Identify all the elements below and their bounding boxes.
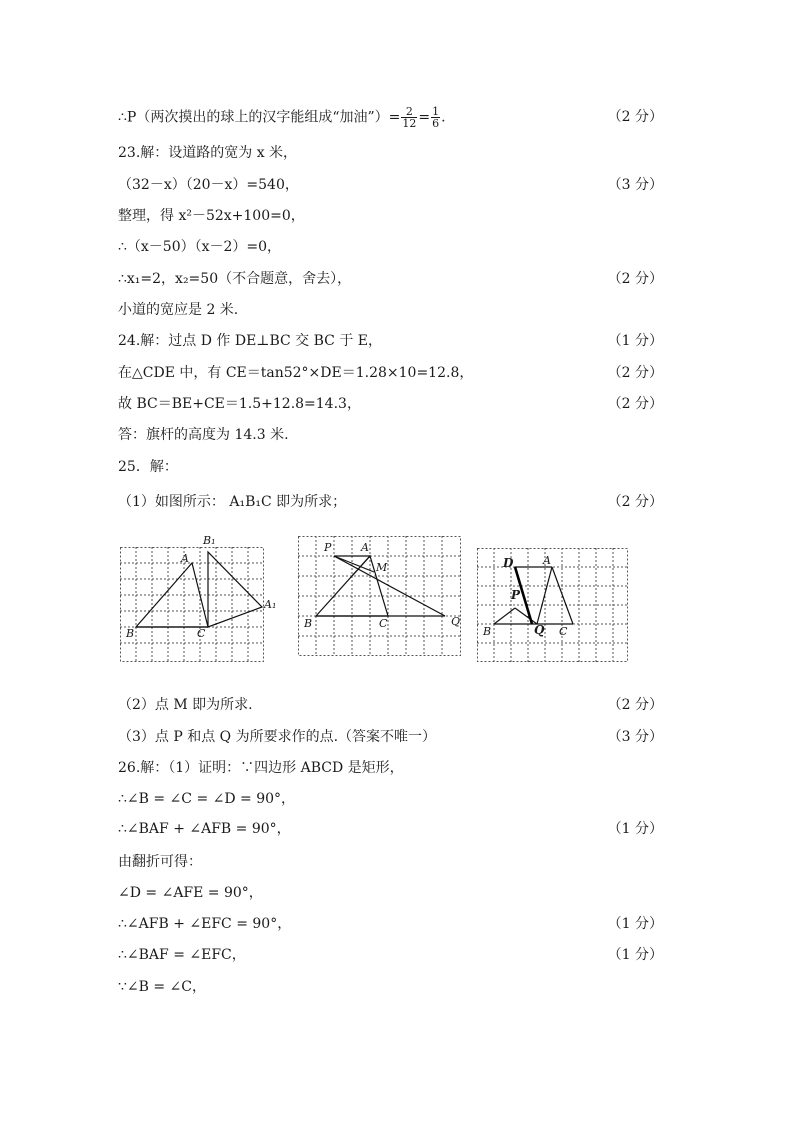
solution-line: （3）点 P 和点 Q 为所要求作的点.（答案不唯一） （3 分） — [118, 726, 663, 748]
solution-line: ∴∠BAF = ∠EFC， （1 分） — [118, 944, 663, 966]
solution-line: 24.解：过点 D 作 DE⊥BC 交 BC 于 E， （1 分） — [118, 330, 663, 352]
score-label: （2 分） — [607, 494, 663, 510]
solution-line: 小道的宽应是 2 米. — [118, 302, 239, 318]
fig1-label-A1: A₁ — [264, 598, 277, 611]
solution-line: （2）点 M 即为所求. （2 分） — [118, 694, 663, 716]
solution-line: ∵∠B = ∠C， — [118, 979, 206, 995]
score-label: （2 分） — [607, 365, 663, 381]
score-label: （2 分） — [607, 396, 663, 412]
fig2-label-A: A — [361, 541, 369, 554]
score-label: （1 分） — [607, 821, 663, 837]
fraction-1-6: $\frac{1}{6}$ — [432, 105, 440, 130]
grid-figure-3 — [477, 548, 629, 664]
fig3-label-B: B — [483, 625, 492, 638]
fig3-label-C: C — [559, 625, 568, 638]
solution-line: 由翻折可得： — [118, 854, 202, 870]
score-label: （2 分） — [607, 697, 663, 713]
score-label: （2 分） — [607, 271, 663, 287]
solution-line: 在△CDE 中，有 CE＝tan52°×DE＝1.28×10=12.8， （2 分） — [118, 362, 663, 384]
score-label: （1 分） — [607, 333, 663, 349]
solution-line: 25．解： — [118, 459, 178, 475]
score-label: （3 分） — [607, 729, 663, 745]
solution-line: ∴∠B = ∠C = ∠D = 90°， — [118, 791, 296, 807]
score-label: （3 分） — [607, 177, 663, 193]
solution-line: ∴（x－50）（x－2）=0， — [118, 239, 282, 255]
grid-figure-1 — [120, 547, 266, 665]
fig3-label-P: P — [511, 588, 521, 602]
solution-line: ∴x₁=2，x₂=50（不合题意，舍去）， （2 分） — [118, 268, 663, 290]
fig2-label-C: C — [379, 617, 388, 630]
solution-line: 26.解：（1）证明：∵四边形 ABCD 是矩形， — [118, 760, 404, 776]
fig2-label-P: P — [324, 541, 332, 554]
solution-line: 故 BC＝BE+CE＝1.5+12.8=14.3， （2 分） — [118, 393, 663, 415]
score-label: （1 分） — [607, 916, 663, 932]
fig3-label-Q: Q — [534, 623, 545, 637]
solution-line: ∴∠BAF + ∠AFB = 90°， （1 分） — [118, 818, 663, 840]
probability-text: ∴P（两次摸出的球上的汉字能组成“加油”）= — [118, 109, 401, 126]
solution-line-probability: ∴P（两次摸出的球上的汉字能组成“加油”）= $\frac{2}{12}$ = $\frac{1}{6}$ . （2 分） — [118, 105, 663, 130]
solution-line: ∴∠AFB + ∠EFC = 90°， （1 分） — [118, 913, 663, 935]
solution-line: 23.解：设道路的宽为 x 米， — [118, 145, 298, 161]
score-label: （1 分） — [607, 947, 663, 963]
fig1-label-A: A — [181, 552, 189, 565]
fig2-label-Q: Q — [451, 615, 461, 628]
grid-figure-2 — [298, 536, 463, 658]
solution-line: ∠D = ∠AFE = 90°， — [118, 885, 263, 901]
fig3-label-D: D — [503, 556, 514, 570]
fig2-label-M: M — [376, 561, 388, 574]
fig1-label-C: C — [197, 627, 206, 640]
solution-line: （32－x）（20－x）=540， （3 分） — [118, 174, 663, 196]
solution-line: （1）如图所示： A₁B₁C 即为所求； （2 分） — [118, 491, 663, 513]
solution-line: 整理，得 x²－52x+100=0， — [118, 208, 305, 224]
fig1-label-B1: B₁ — [203, 534, 216, 547]
fig2-label-B: B — [304, 617, 313, 630]
fraction-2-12: $\frac{2}{12}$ — [402, 105, 417, 130]
fig1-label-B: B — [126, 627, 135, 640]
fig3-label-A: A — [543, 554, 551, 567]
solution-line: 答：旗杆的高度为 14.3 米. — [118, 427, 289, 443]
grid-figures — [0, 530, 794, 670]
score-label: （2 分） — [607, 109, 663, 125]
